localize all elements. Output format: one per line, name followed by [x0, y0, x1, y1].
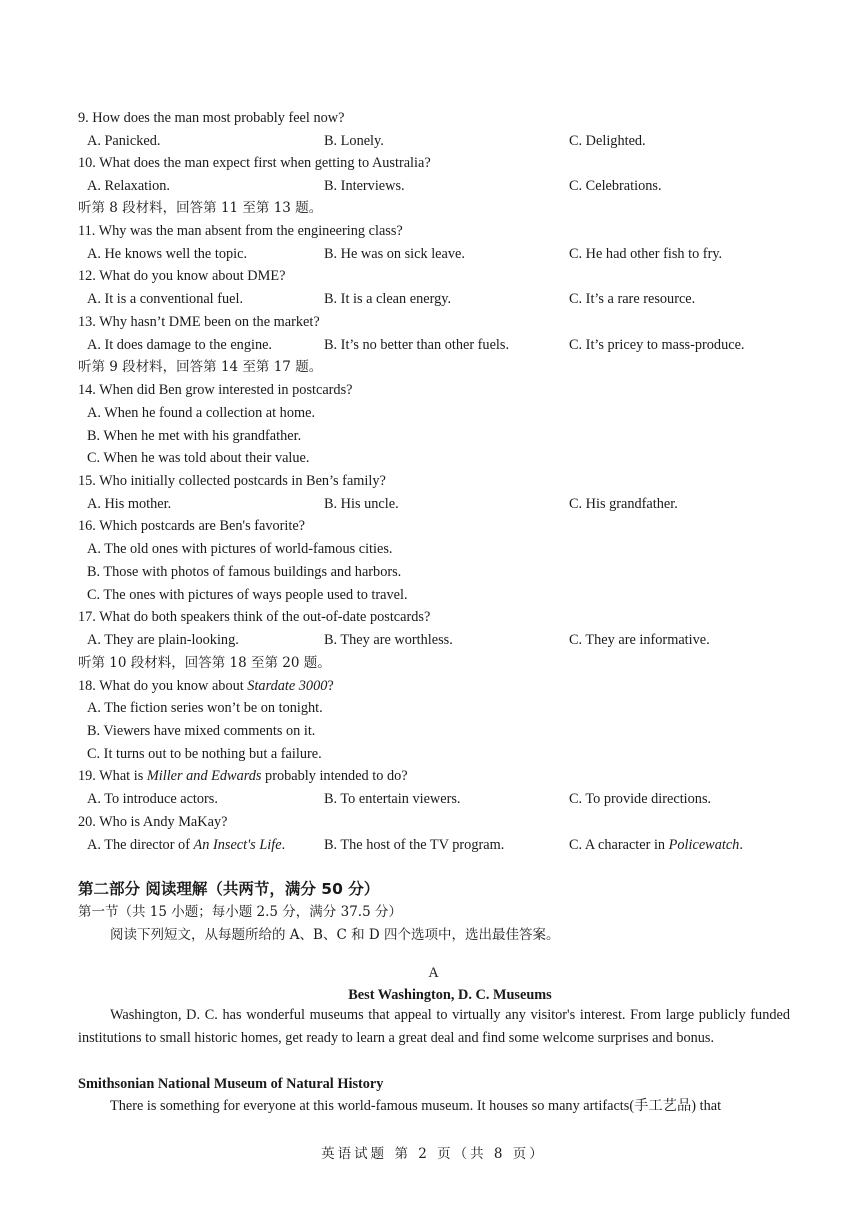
question-12: 12. What do you know about DME?: [78, 268, 286, 284]
option-10b: B. Interviews.: [324, 178, 405, 194]
option-20b: B. The host of the TV program.: [324, 837, 505, 853]
passage-letter: A: [428, 965, 439, 981]
option-16c: C. The ones with pictures of ways people used to travel.: [87, 587, 408, 603]
option-14b: B. When he met with his grandfather.: [87, 428, 302, 444]
option-14c: C. When he was told about their value.: [87, 450, 310, 466]
option-13a: A. It does damage to the engine.: [87, 337, 273, 353]
option-16b: B. Those with photos of famous buildings and harbors.: [87, 564, 402, 580]
question-18: 18. What do you know about Stardate 3000?: [78, 678, 334, 694]
passage-intro: Washington, D. C. has wonderful museums that appeal to virtually any visitor's interest. From large publicly funded institutions to small historic homes, get ready to learn a great deal and find some welcome surprises and bonus.: [78, 1007, 790, 1046]
instruction-material-10: 听第 10 段材料，回答第 18 至第 20 题。: [78, 655, 331, 671]
option-9c: C. Delighted.: [569, 133, 646, 149]
option-20c: C. A character in Policewatch.: [569, 837, 743, 853]
option-19a: A. To introduce actors.: [87, 791, 218, 807]
show-title: An Insect's Life: [193, 837, 282, 853]
question-16: 16. Which postcards are Ben's favorite?: [78, 518, 306, 534]
page-footer: 英语试题 第 2 页（共 8 页）: [321, 1146, 546, 1162]
instruction-material-8: 听第 8 段材料，回答第 11 至第 13 题。: [78, 200, 323, 216]
show-title: Stardate 3000: [247, 678, 328, 694]
option-15b: B. His uncle.: [324, 496, 399, 512]
option-17a: A. They are plain-looking.: [87, 632, 239, 648]
question-17: 17. What do both speakers think of the out-of-date postcards?: [78, 609, 431, 625]
question-11: 11. Why was the man absent from the engineering class?: [78, 223, 403, 239]
show-title: Policewatch: [668, 837, 740, 853]
question-10: 10. What does the man expect first when getting to Australia?: [78, 155, 431, 171]
option-12b: B. It is a clean energy.: [324, 291, 452, 307]
show-title: Miller and Edwards: [146, 768, 262, 784]
option-12c: C. It’s a rare resource.: [569, 291, 696, 307]
question-14: 14. When did Ben grow interested in postcards?: [78, 382, 353, 398]
option-9a: A. Panicked.: [87, 133, 161, 149]
question-15: 15. Who initially collected postcards in Ben’s family?: [78, 473, 386, 489]
museum-paragraph: There is something for everyone at this world-famous museum. It houses so many artifacts(手工艺品) that: [110, 1098, 722, 1114]
option-18a: A. The fiction series won’t be on tonight.: [87, 700, 323, 716]
option-9b: B. Lonely.: [324, 133, 384, 149]
question-19: 19. What is Miller and Edwards probably intended to do?: [78, 768, 408, 784]
reading-directions: 阅读下列短文，从每题所给的 A、B、C 和 D 四个选项中，选出最佳答案。: [110, 927, 560, 943]
question-20: 20. Who is Andy MaKay?: [78, 814, 228, 830]
option-19c: C. To provide directions.: [569, 791, 712, 807]
option-13c: C. It’s pricey to mass-produce.: [569, 337, 745, 353]
option-18c: C. It turns out to be nothing but a failure.: [87, 746, 322, 762]
option-15a: A. His mother.: [87, 496, 172, 512]
option-11a: A. He knows well the topic.: [87, 246, 248, 262]
instruction-material-9: 听第 9 段材料，回答第 14 至第 17 题。: [78, 359, 323, 375]
passage-title: Best Washington, D. C. Museums: [348, 987, 552, 1003]
option-12a: A. It is a conventional fuel.: [87, 291, 244, 307]
option-14a: A. When he found a collection at home.: [87, 405, 316, 421]
museum-subheading: Smithsonian National Museum of Natural History: [78, 1076, 384, 1092]
option-20a: A. The director of An Insect's Life.: [87, 837, 286, 853]
option-11b: B. He was on sick leave.: [324, 246, 465, 262]
part2-title: 第二部分 阅读理解（共两节，满分 50 分）: [78, 880, 380, 898]
option-18b: B. Viewers have mixed comments on it.: [87, 723, 316, 739]
question-9: 9. How does the man most probably feel now?: [78, 110, 345, 126]
option-11c: C. He had other fish to fry.: [569, 246, 723, 262]
option-19b: B. To entertain viewers.: [324, 791, 461, 807]
section1-heading: 第一节（共 15 小题；每小题 2.5 分，满分 37.5 分）: [78, 904, 402, 920]
option-15c: C. His grandfather.: [569, 496, 678, 512]
option-17b: B. They are worthless.: [324, 632, 453, 648]
option-10a: A. Relaxation.: [87, 178, 170, 194]
option-13b: B. It’s no better than other fuels.: [324, 337, 510, 353]
question-13: 13. Why hasn’t DME been on the market?: [78, 314, 320, 330]
option-16a: A. The old ones with pictures of world-famous cities.: [87, 541, 393, 557]
option-17c: C. They are informative.: [569, 632, 710, 648]
option-10c: C. Celebrations.: [569, 178, 662, 194]
